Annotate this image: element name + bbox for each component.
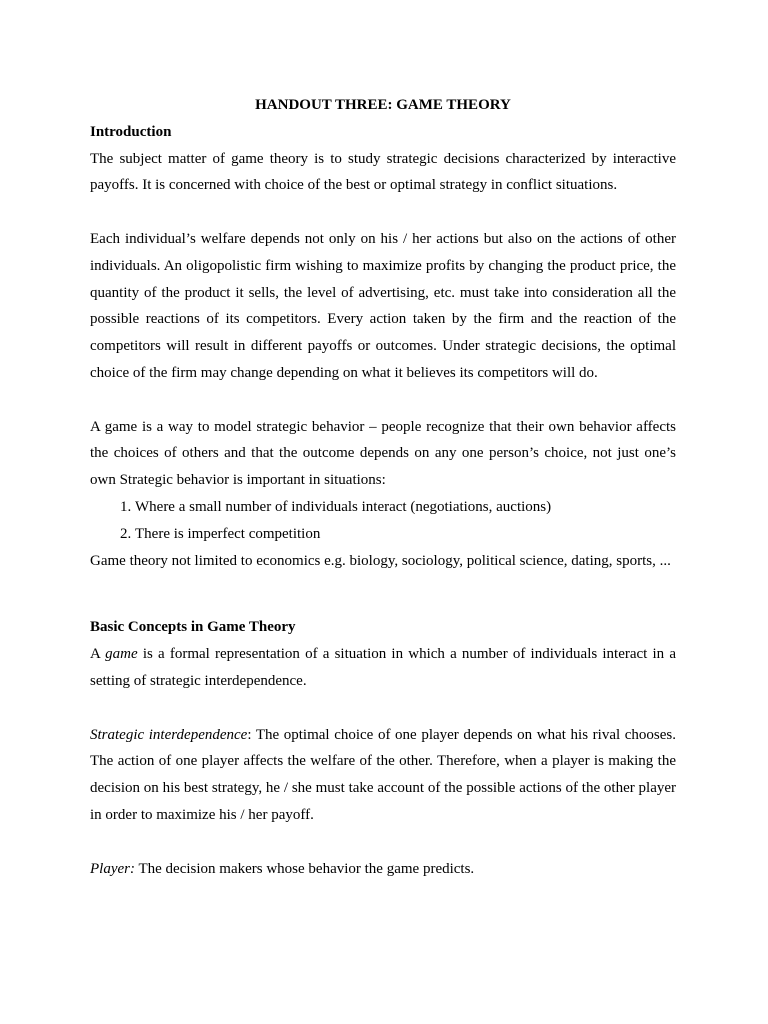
list-item: 2. There is imperfect competition [135,521,676,548]
paragraph-game-definition: A game is a formal representation of a situation in which a number of individuals interact in a setting of strategic interdependence. [90,646,676,689]
term-player: Player: [90,860,135,877]
paragraph-intro-4: Game theory not limited to economics e.g. biology, sociology, political science, dating, sports, ... [90,552,671,569]
paragraph-strategic-interdependence: Strategic interdependence: The optimal choice of one player depends on what his rival chooses. The action of one player affects the welfare of the other. Therefore, when a player is making the decision on his best strategy, he / she must take account of the possible actions of the other player in order to maximize his / her payoff. [90,726,676,823]
page-title: HANDOUT THREE: GAME THEORY [255,97,511,113]
situations-list [90,494,676,548]
section-heading-introduction: Introduction [90,123,172,140]
paragraph-intro-3: A game is a way to model strategic behavior – people recognize that their own behavior affects the choices of others and that the outcome depends on any one person’s choice, not just one’s own Strategic behavior is important in situations: [90,418,676,489]
term-game: game [105,646,138,663]
paragraph-player: Player: The decision makers whose behavior the game predicts. [90,860,475,877]
document-body [90,92,676,882]
paragraph-intro-1: The subject matter of game theory is to study strategic decisions characterized by interactive payoffs. It is concerned with choice of the best or optimal strategy in conflict situations. [90,150,676,194]
paragraph-intro-2: Each individual’s welfare depends not only on his / her actions but also on the actions of other individuals. An oligopolistic firm wishing to maximize profits by changing the product price, the quantity of the product it sells, the level of advertising, etc. must take into consideration all the possible reactions of its competitors. Every action taken by the firm and the reaction of the competitors will result in different payoffs or outcomes. Under strategic decisions, the optimal choice of the firm may change depending on what it believes its competitors will do. [90,230,676,381]
list-item: 1. Where a small number of individuals interact (negotiations, auctions) [135,494,676,521]
term-strategic-interdependence: Strategic interdependence [90,726,248,743]
section-heading-basic-concepts: Basic Concepts in Game Theory [90,619,296,636]
